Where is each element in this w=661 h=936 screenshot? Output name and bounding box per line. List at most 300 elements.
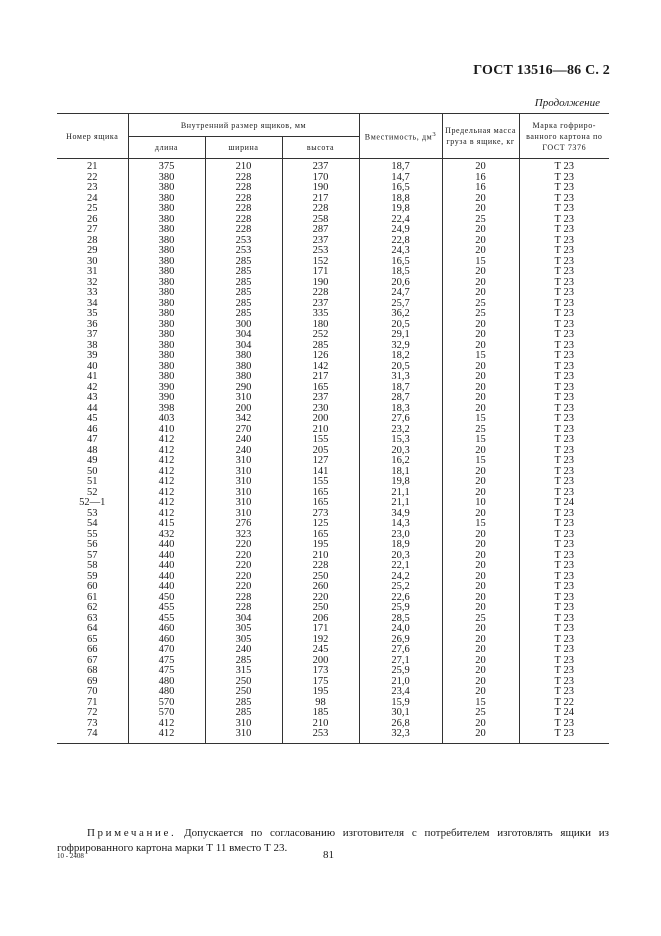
height-cell: 165 — [282, 383, 359, 394]
cardboard-grade-cell: Т 23 — [519, 173, 609, 184]
table-row — [57, 309, 609, 320]
width-cell: 285 — [205, 698, 282, 709]
capacity-cell: 23,0 — [359, 530, 442, 541]
max-mass-cell: 20 — [442, 278, 519, 289]
max-mass-cell: 15 — [442, 435, 519, 446]
length-cell: 412 — [128, 509, 205, 520]
box-number-cell: 62 — [57, 603, 128, 614]
capacity-cell: 20,6 — [359, 278, 442, 289]
cardboard-grade-cell: Т 23 — [519, 530, 609, 541]
height-cell: 287 — [282, 225, 359, 236]
header-inner-size: Внутренний размер ящиков, мм — [128, 114, 359, 137]
capacity-cell: 27,1 — [359, 656, 442, 667]
length-cell: 412 — [128, 456, 205, 467]
box-number-cell: 70 — [57, 687, 128, 698]
height-cell: 258 — [282, 215, 359, 226]
max-mass-cell: 20 — [442, 624, 519, 635]
height-cell: 155 — [282, 435, 359, 446]
box-number-cell: 32 — [57, 278, 128, 289]
height-cell: 228 — [282, 204, 359, 215]
capacity-cell: 22,8 — [359, 236, 442, 247]
max-mass-cell: 10 — [442, 498, 519, 509]
table-row — [57, 204, 609, 215]
capacity-cell: 18,2 — [359, 351, 442, 362]
cardboard-grade-cell: Т 23 — [519, 488, 609, 499]
height-cell: 171 — [282, 624, 359, 635]
capacity-cell: 20,3 — [359, 551, 442, 562]
capacity-cell: 30,1 — [359, 708, 442, 719]
width-cell: 285 — [205, 708, 282, 719]
length-cell: 390 — [128, 393, 205, 404]
width-cell: 240 — [205, 435, 282, 446]
max-mass-cell: 20 — [442, 635, 519, 646]
table-row — [57, 194, 609, 205]
capacity-cell: 18,8 — [359, 194, 442, 205]
cardboard-grade-cell: Т 23 — [519, 309, 609, 320]
capacity-cell: 14,3 — [359, 519, 442, 530]
width-cell: 305 — [205, 624, 282, 635]
capacity-cell: 34,9 — [359, 509, 442, 520]
width-cell: 304 — [205, 341, 282, 352]
table-row — [57, 467, 609, 478]
width-cell: 228 — [205, 173, 282, 184]
cardboard-grade-cell: Т 23 — [519, 593, 609, 604]
width-cell: 285 — [205, 656, 282, 667]
box-number-cell: 50 — [57, 467, 128, 478]
table-row — [57, 362, 609, 373]
max-mass-cell: 25 — [442, 309, 519, 320]
max-mass-cell: 15 — [442, 698, 519, 709]
width-cell: 310 — [205, 498, 282, 509]
box-number-cell: 67 — [57, 656, 128, 667]
width-cell: 380 — [205, 351, 282, 362]
capacity-cell: 22,4 — [359, 215, 442, 226]
width-cell: 228 — [205, 593, 282, 604]
max-mass-cell: 20 — [442, 687, 519, 698]
table-row — [57, 708, 609, 719]
max-mass-cell: 20 — [442, 404, 519, 415]
height-cell: 180 — [282, 320, 359, 331]
width-cell: 228 — [205, 215, 282, 226]
box-number-cell: 48 — [57, 446, 128, 457]
height-cell: 237 — [282, 393, 359, 404]
length-cell: 380 — [128, 372, 205, 383]
header-width: ширина — [205, 137, 282, 159]
cardboard-grade-cell: Т 23 — [519, 425, 609, 436]
length-cell: 440 — [128, 561, 205, 572]
table-row — [57, 330, 609, 341]
max-mass-cell: 20 — [442, 267, 519, 278]
capacity-cell: 22,6 — [359, 593, 442, 604]
cardboard-grade-cell: Т 24 — [519, 708, 609, 719]
table-row — [57, 509, 609, 520]
cardboard-grade-cell: Т 23 — [519, 204, 609, 215]
table-row — [57, 320, 609, 331]
width-cell: 253 — [205, 236, 282, 247]
table-row — [57, 677, 609, 688]
height-cell: 195 — [282, 687, 359, 698]
continuation-label: Продолжение — [534, 97, 600, 109]
height-cell: 250 — [282, 603, 359, 614]
cardboard-grade-cell: Т 23 — [519, 656, 609, 667]
capacity-cell: 31,3 — [359, 372, 442, 383]
cardboard-grade-cell: Т 23 — [519, 362, 609, 373]
height-cell: 192 — [282, 635, 359, 646]
height-cell: 165 — [282, 498, 359, 509]
table-row — [57, 383, 609, 394]
width-cell: 310 — [205, 467, 282, 478]
max-mass-cell: 20 — [442, 194, 519, 205]
width-cell: 228 — [205, 194, 282, 205]
box-number-cell: 51 — [57, 477, 128, 488]
height-cell: 142 — [282, 362, 359, 373]
box-number-cell: 64 — [57, 624, 128, 635]
length-cell: 380 — [128, 299, 205, 310]
cardboard-grade-cell: Т 23 — [519, 551, 609, 562]
table-row — [57, 488, 609, 499]
cardboard-grade-cell: Т 23 — [519, 299, 609, 310]
max-mass-cell: 25 — [442, 425, 519, 436]
table-row — [57, 246, 609, 257]
width-cell: 285 — [205, 267, 282, 278]
width-cell: 276 — [205, 519, 282, 530]
max-mass-cell: 20 — [442, 509, 519, 520]
box-number-cell: 53 — [57, 509, 128, 520]
max-mass-cell: 15 — [442, 257, 519, 268]
table-row — [57, 698, 609, 709]
height-cell: 126 — [282, 351, 359, 362]
length-cell: 412 — [128, 729, 205, 743]
capacity-cell: 16,5 — [359, 183, 442, 194]
max-mass-cell: 20 — [442, 467, 519, 478]
max-mass-cell: 16 — [442, 173, 519, 184]
length-cell: 380 — [128, 362, 205, 373]
width-cell: 305 — [205, 635, 282, 646]
length-cell: 475 — [128, 656, 205, 667]
table-row — [57, 582, 609, 593]
box-number-cell: 56 — [57, 540, 128, 551]
header-cardboard-grade: Марка гофриро-ванного картона по ГОСТ 7376 — [519, 114, 609, 159]
height-cell: 171 — [282, 267, 359, 278]
length-cell: 412 — [128, 446, 205, 457]
header-capacity-text: Вместимость, дм — [364, 132, 433, 142]
cardboard-grade-cell: Т 23 — [519, 215, 609, 226]
length-cell: 455 — [128, 603, 205, 614]
max-mass-cell: 20 — [442, 551, 519, 562]
capacity-cell: 32,9 — [359, 341, 442, 352]
box-number-cell: 47 — [57, 435, 128, 446]
box-number-cell: 60 — [57, 582, 128, 593]
max-mass-cell: 20 — [442, 677, 519, 688]
length-cell: 475 — [128, 666, 205, 677]
capacity-cell: 18,7 — [359, 159, 442, 173]
max-mass-cell: 20 — [442, 582, 519, 593]
capacity-cell: 24,0 — [359, 624, 442, 635]
document-code: ГОСТ 13516—86 С. 2 — [473, 63, 610, 78]
width-cell: 228 — [205, 204, 282, 215]
width-cell: 220 — [205, 540, 282, 551]
width-cell: 285 — [205, 299, 282, 310]
length-cell: 398 — [128, 404, 205, 415]
height-cell: 220 — [282, 593, 359, 604]
max-mass-cell: 20 — [442, 603, 519, 614]
height-cell: 190 — [282, 278, 359, 289]
height-cell: 228 — [282, 288, 359, 299]
height-cell: 175 — [282, 677, 359, 688]
width-cell: 210 — [205, 159, 282, 173]
capacity-cell: 32,3 — [359, 729, 442, 743]
table-row — [57, 530, 609, 541]
capacity-cell: 27,6 — [359, 414, 442, 425]
length-cell: 440 — [128, 572, 205, 583]
length-cell: 480 — [128, 687, 205, 698]
table-row — [57, 341, 609, 352]
box-number-cell: 21 — [57, 159, 128, 173]
box-number-cell: 66 — [57, 645, 128, 656]
table-row — [57, 519, 609, 530]
cardboard-grade-cell: Т 23 — [519, 677, 609, 688]
max-mass-cell: 20 — [442, 530, 519, 541]
box-number-cell: 69 — [57, 677, 128, 688]
length-cell: 450 — [128, 593, 205, 604]
table-row — [57, 267, 609, 278]
max-mass-cell: 20 — [442, 362, 519, 373]
capacity-cell: 15,3 — [359, 435, 442, 446]
length-cell: 380 — [128, 267, 205, 278]
capacity-cell: 29,1 — [359, 330, 442, 341]
cardboard-grade-cell: Т 23 — [519, 540, 609, 551]
capacity-cell: 21,1 — [359, 488, 442, 499]
table-row — [57, 656, 609, 667]
length-cell: 570 — [128, 708, 205, 719]
height-cell: 155 — [282, 477, 359, 488]
cardboard-grade-cell: Т 23 — [519, 330, 609, 341]
cardboard-grade-cell: Т 23 — [519, 719, 609, 730]
width-cell: 310 — [205, 477, 282, 488]
height-cell: 210 — [282, 425, 359, 436]
header-capacity-sup: 3 — [432, 131, 437, 139]
length-cell: 412 — [128, 498, 205, 509]
length-cell: 412 — [128, 435, 205, 446]
table-row — [57, 225, 609, 236]
box-number-cell: 65 — [57, 635, 128, 646]
length-cell: 380 — [128, 173, 205, 184]
max-mass-cell: 20 — [442, 645, 519, 656]
height-cell: 165 — [282, 488, 359, 499]
max-mass-cell: 20 — [442, 477, 519, 488]
width-cell: 220 — [205, 551, 282, 562]
cardboard-grade-cell: Т 23 — [519, 194, 609, 205]
height-cell: 250 — [282, 572, 359, 583]
capacity-cell: 25,2 — [359, 582, 442, 593]
height-cell: 285 — [282, 341, 359, 352]
box-number-cell: 35 — [57, 309, 128, 320]
cardboard-grade-cell: Т 23 — [519, 582, 609, 593]
box-number-cell: 68 — [57, 666, 128, 677]
width-cell: 200 — [205, 404, 282, 415]
capacity-cell: 27,6 — [359, 645, 442, 656]
table-row — [57, 456, 609, 467]
box-number-cell: 36 — [57, 320, 128, 331]
table-row — [57, 477, 609, 488]
width-cell: 270 — [205, 425, 282, 436]
box-number-cell: 61 — [57, 593, 128, 604]
table-row — [57, 614, 609, 625]
height-cell: 165 — [282, 530, 359, 541]
capacity-cell: 16,5 — [359, 257, 442, 268]
height-cell: 195 — [282, 540, 359, 551]
table-row — [57, 236, 609, 247]
cardboard-grade-cell: Т 23 — [519, 404, 609, 415]
width-cell: 304 — [205, 614, 282, 625]
height-cell: 200 — [282, 414, 359, 425]
length-cell: 380 — [128, 204, 205, 215]
header-height: высота — [282, 137, 359, 159]
note-text: Допускается по согласованию изготовителя с потребителем изготовлять ящики из гофрированного картона марки Т 11 вместо Т 23. — [57, 827, 610, 854]
box-number-cell: 55 — [57, 530, 128, 541]
max-mass-cell: 15 — [442, 519, 519, 530]
cardboard-grade-cell: Т 23 — [519, 341, 609, 352]
width-cell: 310 — [205, 509, 282, 520]
table-header — [57, 114, 609, 159]
capacity-cell: 18,5 — [359, 267, 442, 278]
cardboard-grade-cell: Т 23 — [519, 561, 609, 572]
cardboard-grade-cell: Т 23 — [519, 351, 609, 362]
box-number-cell: 34 — [57, 299, 128, 310]
capacity-cell: 14,7 — [359, 173, 442, 184]
box-number-cell: 52—1 — [57, 498, 128, 509]
max-mass-cell: 15 — [442, 456, 519, 467]
capacity-cell: 18,9 — [359, 540, 442, 551]
width-cell: 310 — [205, 488, 282, 499]
max-mass-cell: 20 — [442, 225, 519, 236]
length-cell: 460 — [128, 624, 205, 635]
page-number: 81 — [323, 849, 334, 861]
cardboard-grade-cell: Т 24 — [519, 498, 609, 509]
table-row — [57, 603, 609, 614]
width-cell: 285 — [205, 309, 282, 320]
length-cell: 412 — [128, 719, 205, 730]
width-cell: 220 — [205, 561, 282, 572]
capacity-cell: 20,5 — [359, 362, 442, 373]
height-cell: 253 — [282, 246, 359, 257]
length-cell: 470 — [128, 645, 205, 656]
table-row — [57, 561, 609, 572]
header-capacity — [359, 114, 442, 159]
cardboard-grade-cell: Т 23 — [519, 509, 609, 520]
capacity-cell: 26,8 — [359, 719, 442, 730]
box-number-cell: 58 — [57, 561, 128, 572]
table-row — [57, 183, 609, 194]
box-number-cell: 27 — [57, 225, 128, 236]
length-cell: 380 — [128, 309, 205, 320]
table-row — [57, 498, 609, 509]
table-row — [57, 593, 609, 604]
table-row — [57, 393, 609, 404]
height-cell: 205 — [282, 446, 359, 457]
box-number-cell: 41 — [57, 372, 128, 383]
table-row — [57, 299, 609, 310]
table-row — [57, 551, 609, 562]
length-cell: 380 — [128, 236, 205, 247]
max-mass-cell: 15 — [442, 351, 519, 362]
cardboard-grade-cell: Т 23 — [519, 729, 609, 743]
cardboard-grade-cell: Т 23 — [519, 519, 609, 530]
height-cell: 206 — [282, 614, 359, 625]
width-cell: 285 — [205, 288, 282, 299]
table-row — [57, 687, 609, 698]
table-row — [57, 666, 609, 677]
cardboard-grade-cell: Т 23 — [519, 645, 609, 656]
height-cell: 237 — [282, 159, 359, 173]
box-number-cell: 43 — [57, 393, 128, 404]
cardboard-grade-cell: Т 23 — [519, 159, 609, 173]
cardboard-grade-cell: Т 23 — [519, 320, 609, 331]
table-row — [57, 446, 609, 457]
height-cell: 173 — [282, 666, 359, 677]
max-mass-cell: 20 — [442, 159, 519, 173]
capacity-cell: 36,2 — [359, 309, 442, 320]
box-number-cell: 72 — [57, 708, 128, 719]
length-cell: 410 — [128, 425, 205, 436]
max-mass-cell: 20 — [442, 341, 519, 352]
capacity-cell: 28,7 — [359, 393, 442, 404]
cardboard-grade-cell: Т 23 — [519, 477, 609, 488]
box-number-cell: 23 — [57, 183, 128, 194]
max-mass-cell: 20 — [442, 288, 519, 299]
height-cell: 185 — [282, 708, 359, 719]
cardboard-grade-cell: Т 23 — [519, 236, 609, 247]
length-cell: 412 — [128, 477, 205, 488]
width-cell: 315 — [205, 666, 282, 677]
length-cell: 480 — [128, 677, 205, 688]
max-mass-cell: 20 — [442, 488, 519, 499]
capacity-cell: 24,3 — [359, 246, 442, 257]
box-number-cell: 46 — [57, 425, 128, 436]
table-row — [57, 635, 609, 646]
length-cell: 440 — [128, 582, 205, 593]
box-number-cell: 63 — [57, 614, 128, 625]
capacity-cell: 24,7 — [359, 288, 442, 299]
length-cell: 403 — [128, 414, 205, 425]
max-mass-cell: 20 — [442, 393, 519, 404]
cardboard-grade-cell: Т 23 — [519, 183, 609, 194]
capacity-cell: 18,3 — [359, 404, 442, 415]
width-cell: 285 — [205, 278, 282, 289]
capacity-cell: 24,9 — [359, 225, 442, 236]
width-cell: 240 — [205, 645, 282, 656]
length-cell: 570 — [128, 698, 205, 709]
length-cell: 460 — [128, 635, 205, 646]
table-row — [57, 435, 609, 446]
width-cell: 250 — [205, 677, 282, 688]
length-cell: 455 — [128, 614, 205, 625]
capacity-cell: 25,9 — [359, 666, 442, 677]
box-number-cell: 26 — [57, 215, 128, 226]
print-code: 10 - 2408 — [57, 852, 84, 860]
max-mass-cell: 20 — [442, 540, 519, 551]
table-row — [57, 414, 609, 425]
capacity-cell: 26,9 — [359, 635, 442, 646]
height-cell: 228 — [282, 561, 359, 572]
cardboard-grade-cell: Т 23 — [519, 572, 609, 583]
capacity-cell: 20,3 — [359, 446, 442, 457]
max-mass-cell: 20 — [442, 372, 519, 383]
length-cell: 375 — [128, 159, 205, 173]
capacity-cell: 21,0 — [359, 677, 442, 688]
height-cell: 170 — [282, 173, 359, 184]
height-cell: 245 — [282, 645, 359, 656]
